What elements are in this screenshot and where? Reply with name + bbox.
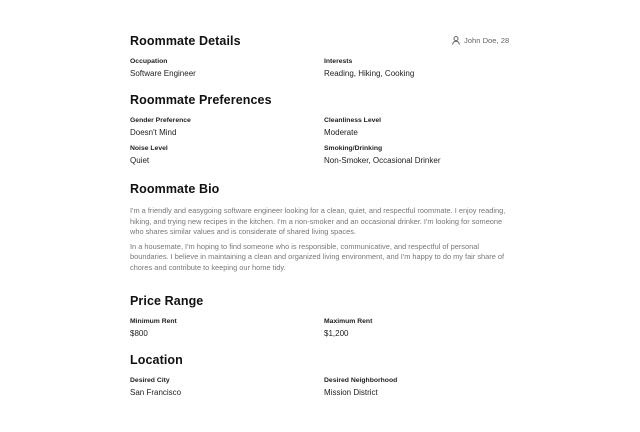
max-rent-value: $1,200 bbox=[324, 329, 349, 338]
max-rent-field bbox=[324, 317, 504, 339]
interests-value: Reading, Hiking, Cooking bbox=[324, 69, 415, 78]
city-label: Desired City bbox=[130, 377, 170, 384]
preferences-section bbox=[130, 93, 520, 165]
cleanliness-field bbox=[324, 116, 504, 138]
details-title: Roommate Details bbox=[130, 34, 241, 48]
city-field bbox=[130, 376, 310, 398]
bio-paragraph-2: In a housemate, I'm hoping to find someone who is responsible, communicative, and respectful of personal boundaries. I believe in maintaining a clean and organized living environment, and I'm happy to do my fair share of chores and contribute to keeping our home tidy. bbox=[130, 241, 505, 272]
gender-label: Gender Preference bbox=[130, 117, 191, 124]
interests-field bbox=[324, 57, 504, 79]
noise-label: Noise Level bbox=[130, 145, 168, 152]
preferences-title: Roommate Preferences bbox=[130, 93, 272, 107]
occupation-value: Software Engineer bbox=[130, 69, 196, 78]
smoking-value: Non-Smoker, Occasional Drinker bbox=[324, 156, 441, 165]
bio-paragraph-1: I'm a friendly and easygoing software engineer looking for a clean, quiet, and respectful roommate. I enjoy reading, hiking, and trying new recipes in the kitchen. I'm a non-smoker and an occasional drinker. I'm looking for someone who shares similar values and is considerate of shared living spaces. bbox=[130, 206, 506, 237]
price-title: Price Range bbox=[130, 294, 204, 308]
bio-title: Roommate Bio bbox=[130, 182, 220, 196]
gender-value: Doesn't Mind bbox=[130, 128, 177, 137]
user-name-age: John Doe, 28 bbox=[464, 36, 510, 45]
location-title: Location bbox=[130, 353, 183, 367]
gender-field bbox=[130, 116, 310, 138]
neighborhood-field bbox=[324, 376, 504, 398]
min-rent-value: $800 bbox=[130, 329, 148, 338]
occupation-field bbox=[130, 57, 310, 79]
cleanliness-value: Moderate bbox=[324, 128, 358, 137]
max-rent-label: Maximum Rent bbox=[324, 318, 373, 325]
neighborhood-label: Desired Neighborhood bbox=[324, 377, 398, 384]
bio-section bbox=[130, 182, 520, 274]
price-section bbox=[130, 294, 520, 338]
interests-label: Interests bbox=[324, 58, 353, 65]
city-value: San Francisco bbox=[130, 388, 182, 397]
min-rent-label: Minimum Rent bbox=[130, 318, 177, 325]
smoking-field bbox=[324, 144, 504, 166]
cleanliness-label: Cleanliness Level bbox=[324, 117, 382, 124]
smoking-label: Smoking/Drinking bbox=[324, 145, 383, 152]
occupation-label: Occupation bbox=[130, 58, 168, 65]
min-rent-field bbox=[130, 317, 310, 339]
noise-value: Quiet bbox=[130, 156, 150, 165]
neighborhood-value: Mission District bbox=[324, 388, 378, 397]
location-section bbox=[130, 353, 520, 397]
details-section bbox=[130, 34, 520, 78]
noise-field bbox=[130, 144, 310, 166]
